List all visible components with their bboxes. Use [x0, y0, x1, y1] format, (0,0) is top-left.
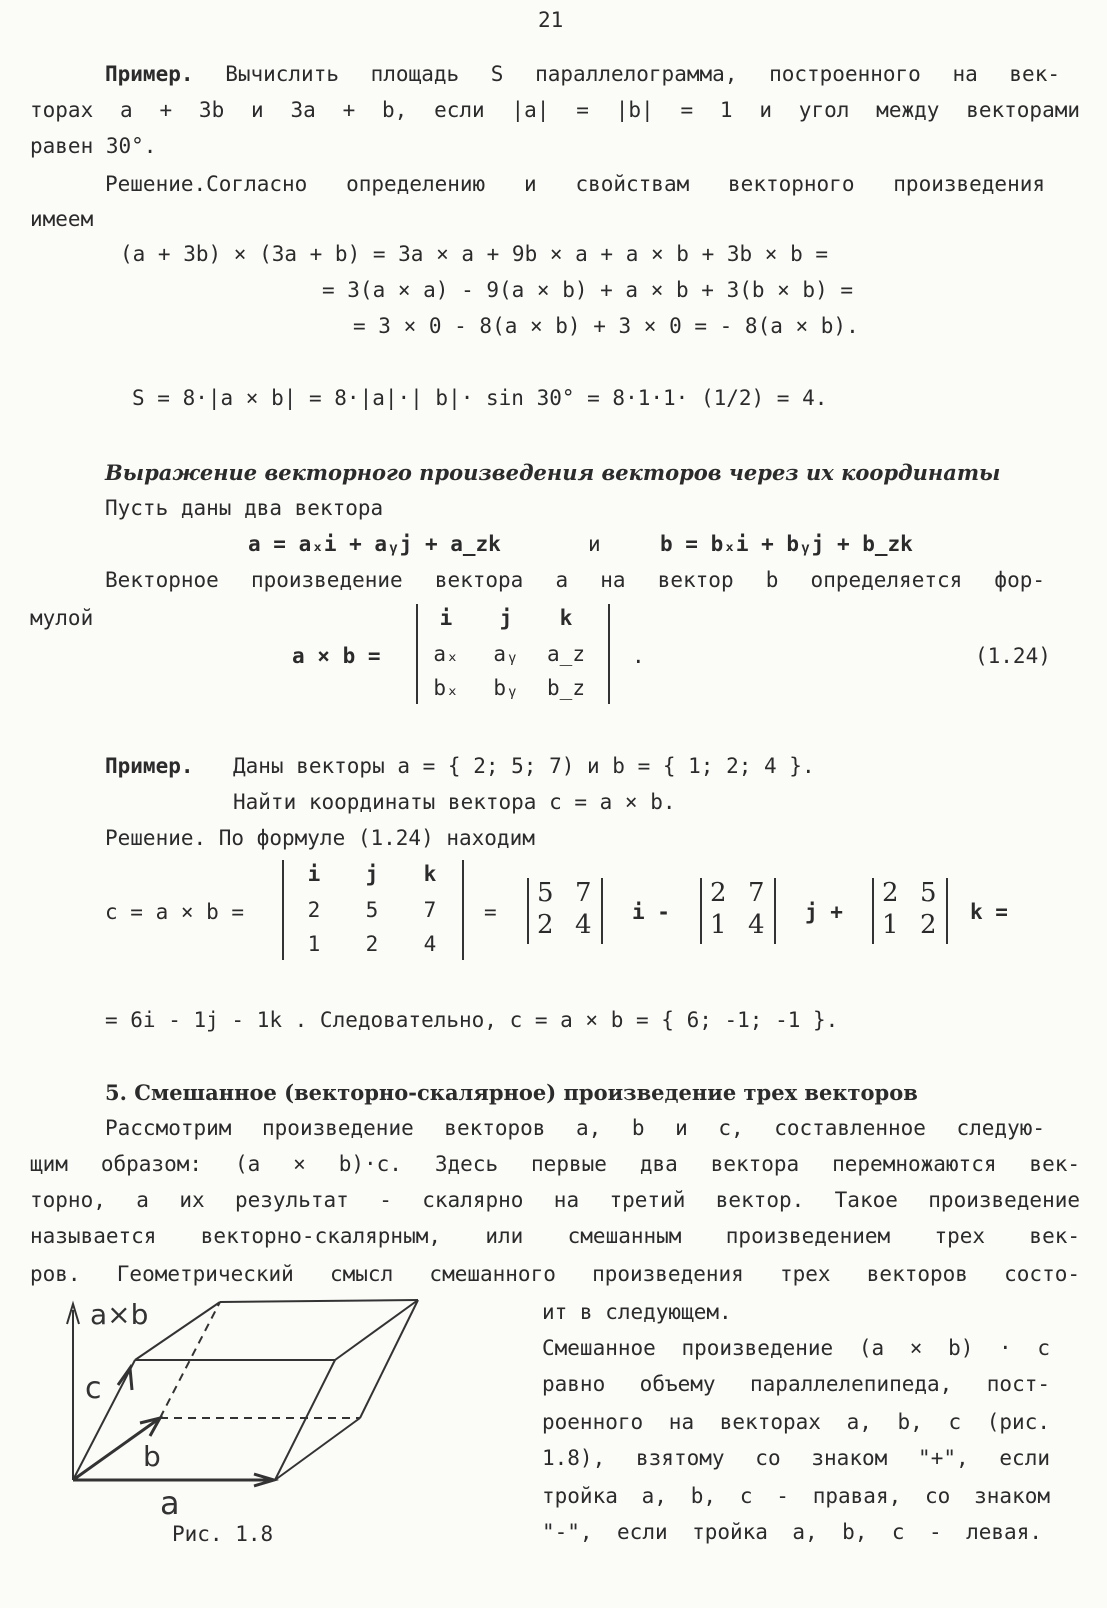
edge — [275, 1418, 360, 1480]
label-a: a — [160, 1484, 180, 1522]
det-cell: bᵧ — [493, 676, 519, 700]
section5-right-line: 1.8), взятому со знаком "+", если — [542, 1446, 1050, 1470]
equation-line1: (a + 3b) × (3a + b) = 3a × a + 9b × a + a × b + 3b × b = — [120, 242, 829, 266]
det-cell: i — [439, 606, 453, 630]
vector-b-def: b = bₓi + bᵧj + b_zk — [660, 532, 913, 556]
section5-line: ров. Геометрический смысл смешанного произведения трех векторов состо- — [30, 1262, 1080, 1286]
section5-line: щим образом: (a × b)·c. Здесь первые два вектора перемножаются век- — [30, 1152, 1080, 1176]
det-cell: 2 — [365, 932, 379, 956]
section5-right-line: роенного на векторах a, b, c (рис. — [542, 1410, 1050, 1434]
area-equation: S = 8·|a × b| = 8·|a|·| b|· sin 30° = 8·1·1· (1/2) = 4. — [132, 386, 828, 410]
det-cell: 7 — [575, 878, 592, 908]
equals-sign: = — [484, 900, 497, 924]
det-cell: j — [365, 862, 379, 886]
minor-determinant-3 — [872, 878, 948, 944]
coords-line3: мулой — [30, 606, 94, 630]
equation-line2: = 3(a × a) - 9(a × b) + a × b + 3(b × b) = — [322, 278, 854, 302]
label-b: b — [143, 1440, 161, 1473]
det-cell: 2 — [307, 898, 321, 922]
page-number: 21 — [538, 8, 564, 32]
det-cell: k — [423, 862, 437, 886]
det-cell: 2 — [710, 878, 727, 908]
det-cell: 5 — [365, 898, 379, 922]
det-cell: 5 — [920, 878, 937, 908]
minor2-suffix: j + — [805, 900, 843, 924]
example2-label: Пример. — [105, 754, 194, 778]
formula-dot: . — [632, 644, 645, 668]
edge — [275, 1360, 335, 1480]
section5-heading: 5. Смешанное (векторно-скалярное) произведение трех векторов — [105, 1080, 918, 1105]
coords-line2: Векторное произведение вектора a на вектор b определяется фор- — [105, 568, 1045, 592]
det-cell: bₓ — [433, 676, 459, 700]
section5-right-line: "-", если тройка a, b, c - левая. — [542, 1520, 1042, 1544]
det-cell: aₓ — [433, 642, 459, 666]
parallelepiped-figure — [40, 1290, 440, 1600]
label-c: c — [85, 1371, 102, 1406]
minor-determinant-2 — [700, 878, 776, 944]
det-cell: 1 — [882, 910, 899, 940]
vector-b-arrowhead — [140, 1418, 160, 1436]
equation-line3: = 3 × 0 - 8(a × b) + 3 × 0 = - 8(a × b). — [353, 314, 859, 338]
example1-line1 — [105, 62, 1060, 86]
det-cell: aᵧ — [493, 642, 519, 666]
section5-right-line: Смешанное произведение (a × b) · c — [542, 1336, 1050, 1360]
det-cell: 4 — [423, 932, 437, 956]
det-cell: k — [559, 606, 573, 630]
minor3-suffix: k = — [970, 900, 1008, 924]
det-cell: 1 — [307, 932, 321, 956]
vector-a-def: a = aₓi + aᵧj + a_zk — [248, 532, 501, 556]
example2-result: = 6i - 1j - 1k . Следовательно, c = a × b = { 6; -1; -1 }. — [105, 1008, 839, 1032]
example2-line1: Даны векторы a = { 2; 5; 7) и b = { 1; 2; 4 }. — [233, 754, 815, 778]
example1-line3: равен 30°. — [30, 134, 157, 158]
det-cell: 2 — [920, 910, 937, 940]
minor-determinant-1 — [527, 878, 603, 944]
det-cell: i — [307, 862, 321, 886]
det-cell: 5 — [537, 878, 554, 908]
edge — [360, 1300, 418, 1418]
equation-number: (1.24) — [975, 644, 1051, 668]
det-cell: 7 — [423, 898, 437, 922]
section5-right-line: тройка a, b, c - правая, со знаком — [542, 1484, 1050, 1508]
section-heading-coords: Выражение векторного произведения векторов через их координаты — [105, 460, 1001, 485]
det-cell: 2 — [537, 910, 554, 940]
det-cell: j — [499, 606, 513, 630]
det-cell: 4 — [748, 910, 765, 940]
solution1-line2: имеем — [30, 207, 94, 231]
section5-line: называется векторно-скалярным, или смешанным произведением трех век- — [30, 1224, 1080, 1248]
solution1-line1: Решение.Согласно определению и свойствам векторного произведения — [105, 172, 1045, 196]
det-cell: 1 — [710, 910, 727, 940]
cross-lhs: a × b = — [292, 644, 381, 668]
minor1-suffix: i - — [632, 900, 670, 924]
example1-line2: торах a + 3b и 3a + b, если |a| = |b| = 1 и угол между векторами — [30, 98, 1080, 122]
det-cell: b_z — [547, 676, 585, 700]
c-lhs: c = a × b = — [105, 900, 245, 924]
det-cell: 2 — [882, 878, 899, 908]
edge — [335, 1300, 418, 1360]
example2-line2: Найти координаты вектора c = a × b. — [233, 790, 676, 814]
det-cell: 7 — [748, 878, 765, 908]
example-label: Пример. — [105, 62, 194, 86]
section5-line: торно, а их результат - скалярно на третий вектор. Такое произведение — [30, 1188, 1080, 1212]
coords-line1: Пусть даны два вектора — [105, 496, 384, 520]
edge — [220, 1300, 418, 1302]
example-determinant — [282, 860, 464, 960]
and-word: и — [588, 532, 601, 556]
example1-text: Вычислить площадь S параллелограмма, построенного на век- — [225, 62, 1060, 86]
figure-caption: Рис. 1.8 — [172, 1522, 274, 1546]
cross-determinant — [416, 604, 610, 704]
section5-right-line: ит в следующем. — [542, 1300, 732, 1324]
section5-line: Рассмотрим произведение векторов a, b и c, составленное следую- — [105, 1116, 1045, 1140]
section5-right-line: равно объему параллелепипеда, пост- — [542, 1372, 1050, 1396]
example2-solution: Решение. По формуле (1.24) находим — [105, 826, 535, 850]
label-axb: a×b — [90, 1298, 149, 1331]
det-cell: 4 — [575, 910, 592, 940]
edge — [73, 1360, 135, 1480]
det-cell: a_z — [547, 642, 585, 666]
